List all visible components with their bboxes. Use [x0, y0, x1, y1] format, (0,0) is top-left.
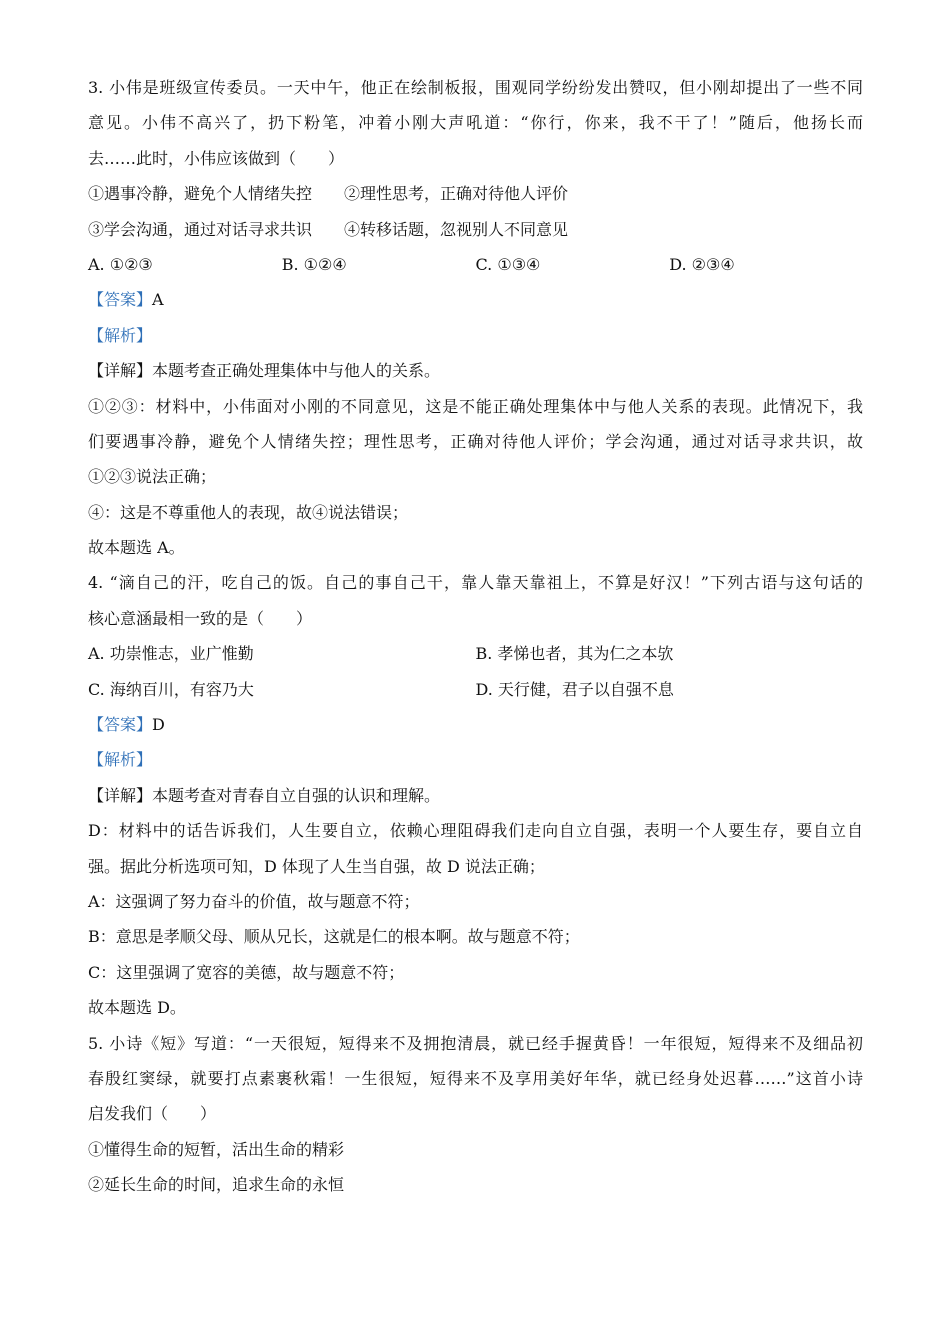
q3-statement-2: ③学会沟通，通过对话寻求共识 ④转移话题，忽视别人不同意见 [88, 219, 569, 239]
q3-detail-line-3: 们要遇事冷静，避免个人情绪失控；理性思考，正确对待他人评价；学会沟通，通过对话寻求共识，故 [88, 431, 863, 451]
q3-stem-line-3: 去……此时，小伟应该做到（ ） [88, 148, 345, 168]
q3-stem-line-1: 3. 小伟是班级宣传委员。一天中午，他正在绘制板报，围观同学纷纷发出赞叹，但小刚却提出了一些不同 [88, 78, 863, 97]
q4-option-c: C. 海纳百川，有容乃大 [88, 679, 254, 699]
q4-detail-line-3: 强。据此分析选项可知，D 体现了人生当自强，故 D 说法正确； [88, 856, 545, 876]
q4-option-a: A. 功崇惟志，业广惟勤 [88, 644, 254, 664]
q3-detail-line-6: 故本题选 A。 [88, 538, 185, 558]
q4-analysis-tag: 【解析】 [88, 750, 153, 770]
q4-detail-line-2: D：材料中的话告诉我们，人生要自立，依赖心理阻碍我们走向自立自强，表明一个人要生存，要自立自 [88, 821, 863, 841]
q4-stem-line-2: 核心意涵最相一致的是（ ） [88, 608, 313, 628]
q4-detail-line-4: A：这强调了努力奋斗的价值，故与题意不符； [88, 891, 420, 911]
q4-options-row-2 [88, 672, 863, 707]
q3-option-c: C. ①③④ [475, 254, 541, 274]
q4-detail-line-7: 故本题选 D。 [88, 998, 186, 1018]
q3-answer-line [88, 282, 863, 317]
q3-analysis-tag: 【解析】 [88, 325, 153, 345]
q3-detail-line-5: ④：这是不尊重他人的表现，故④说法错误； [88, 502, 409, 522]
q3-detail-line-1: 【详解】本题考查正确处理集体中与他人的关系。 [88, 361, 441, 381]
q3-stem-line-2: 意见。小伟不高兴了，扔下粉笔，冲着小刚大声吼道：“你行，你来，我不干了！”随后，他扬长而 [88, 113, 863, 133]
q5-stem-line-3: 启发我们（ ） [88, 1104, 217, 1124]
q4-detail-line-5: B：意思是孝顺父母、顺从兄长，这就是仁的根本啊。故与题意不符； [88, 927, 580, 947]
q4-stem-line-1: 4. “滴自己的汗，吃自己的饭。自己的事自己干，靠人靠天靠祖上，不算是好汉！”下列古语与这句话的 [88, 573, 863, 593]
q4-answer: D [152, 715, 165, 735]
q3-answer-tag: 【答案】 [88, 290, 153, 310]
q3-option-b: B. ①②④ [281, 254, 347, 274]
q4-detail-line-6: C：这里强调了宽容的美德，故与题意不符； [88, 962, 405, 982]
q4-answer-tag: 【答案】 [88, 715, 153, 735]
q4-options-row-1 [88, 636, 863, 671]
q4-option-b: B. 孝悌也者，其为仁之本欤 [475, 644, 674, 664]
document-page [88, 70, 863, 1203]
q3-detail-line-2: ①②③：材料中，小伟面对小刚的不同意见，这是不能正确处理集体中与他人关系的表现。此情况下，我 [88, 396, 863, 416]
q3-statement-1: ①遇事冷静，避免个人情绪失控 ②理性思考，正确对待他人评价 [88, 184, 569, 204]
q5-statement-2: ②延长生命的时间，追求生命的永恒 [88, 1175, 345, 1195]
q5-statement-1: ①懂得生命的短暂，活出生命的精彩 [88, 1139, 345, 1159]
q4-option-d: D. 天行健，君子以自强不息 [475, 679, 674, 699]
q3-detail-line-4: ①②③说法正确； [88, 467, 217, 487]
q3-option-a: A. ①②③ [88, 254, 153, 274]
q5-stem-line-2: 春殷红窦绿，就要打点素裹秋霜！一生很短，短得来不及享用美好年华，就已经身处迟暮……”这首小诗 [88, 1068, 863, 1088]
q5-stem-line-1: 5. 小诗《短》写道：“一天很短，短得来不及拥抱清晨，就已经手握黄昏！一年很短，短得来不及细品初 [88, 1033, 863, 1053]
q4-answer-line [88, 707, 863, 742]
q3-option-d: D. ②③④ [669, 254, 735, 274]
q3-options [88, 247, 863, 282]
q3-answer: A [152, 290, 164, 310]
q4-detail-line-1: 【详解】本题考查对青春自立自强的认识和理解。 [88, 785, 441, 805]
